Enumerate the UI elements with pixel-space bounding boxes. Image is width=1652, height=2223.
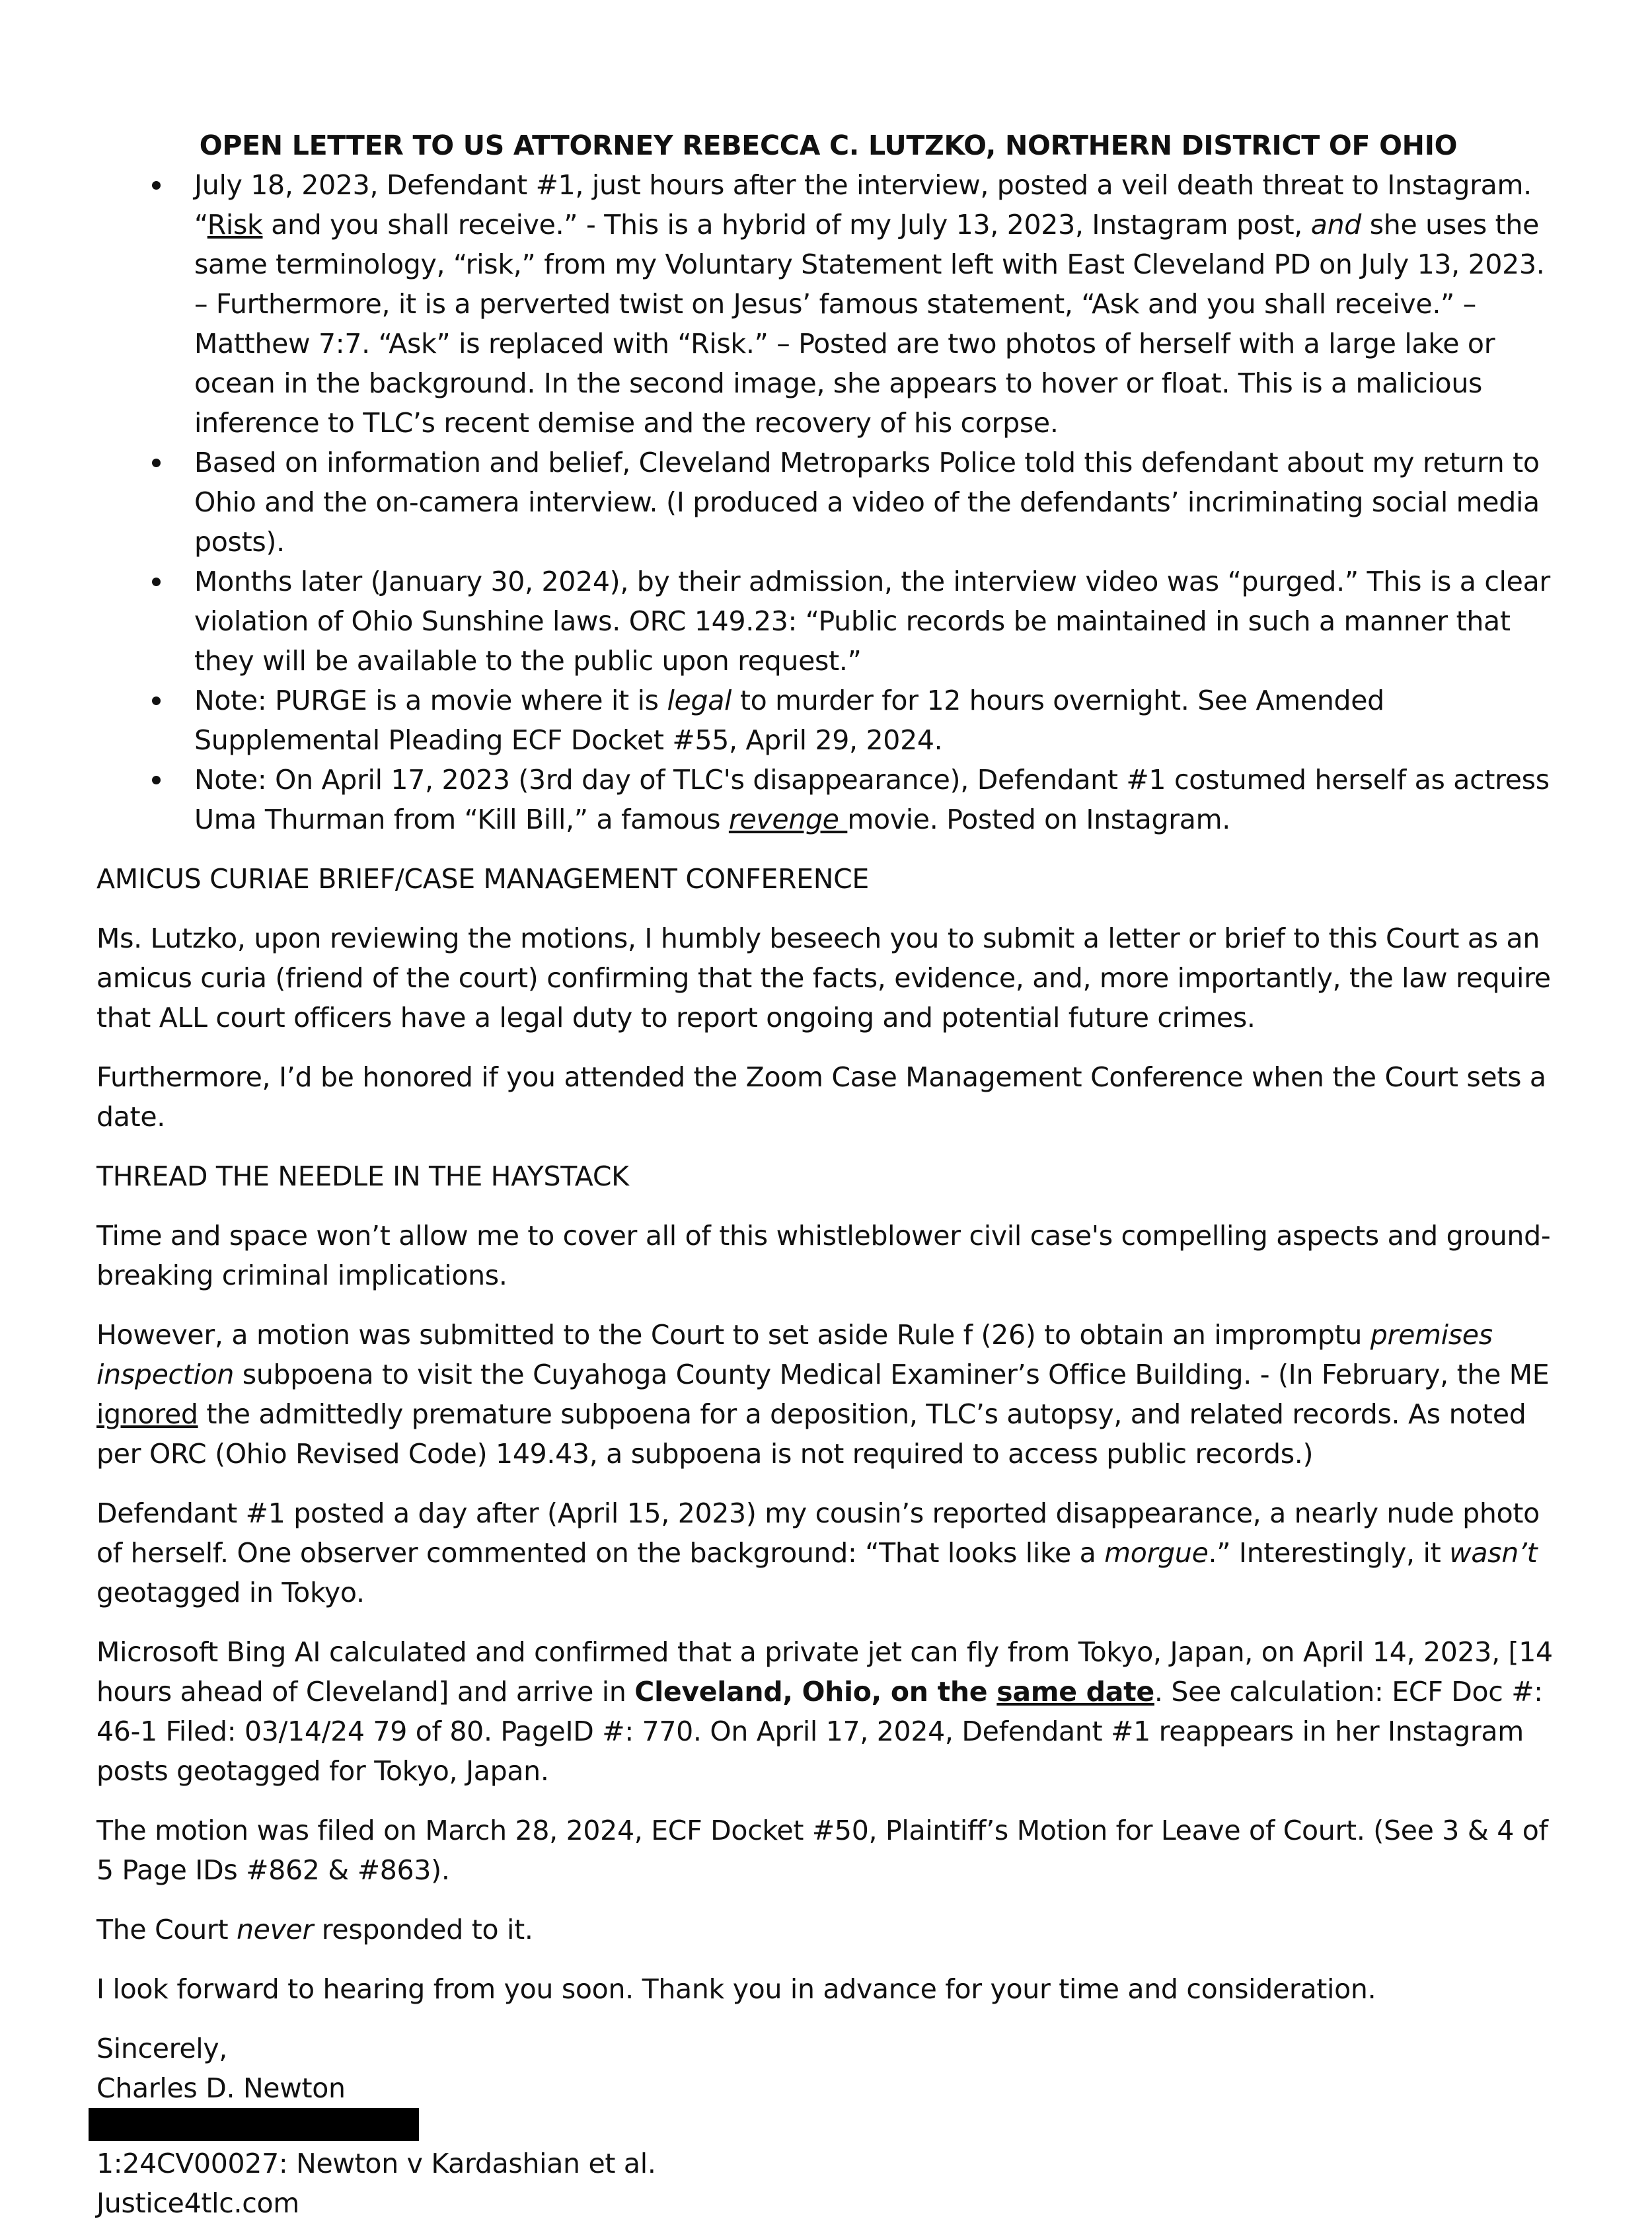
- thread-heading: THREAD THE NEEDLE IN THE HAYSTACK: [96, 1160, 629, 1192]
- bullet-list: [96, 165, 1560, 839]
- time-space-paragraph: Time and space won’t allow me to cover all of this whistleblower civil case's compelling aspects and ground-breaking criminal implications.: [96, 1220, 1551, 1291]
- closing-paragraph: I look forward to hearing from you soon. Thank you in advance for your time and consideration.: [96, 1973, 1376, 2005]
- court-paragraph: The Court never responded to it.: [96, 1914, 533, 1945]
- zoom-paragraph: Furthermore, I’d be honored if you attended the Zoom Case Management Conference when the Court sets a date.: [96, 1061, 1546, 1133]
- signature-block: [96, 2029, 1560, 2223]
- redaction-bar: [89, 2108, 419, 2141]
- bullet-item-kill-bill: Note: On April 17, 2023 (3rd day of TLC's disappearance), Defendant #1 costumed herself as actress Uma Thurman from “Kill Bill,” a famous revenge movie. Posted on Instagram.: [96, 760, 1560, 839]
- letter-title: OPEN LETTER TO US ATTORNEY REBECCA C. LUTZKO, NORTHERN DISTRICT OF OHIO: [199, 130, 1458, 161]
- bing-paragraph: Microsoft Bing AI calculated and confirmed that a private jet can fly from Tokyo, Japan, on April 14, 2023, [14 hours ahead of Cleveland] and arrive in Cleveland, Ohio, on the same date. See calculation: ECF Doc #: 46-1 Filed: 03/14/24 79 of 80. PageID #: 770. On April 17, 2024, Defendant #1 reappears in her Instagram posts geotagged for Tokyo, Japan.: [96, 1636, 1553, 1787]
- defendant-paragraph: Defendant #1 posted a day after (April 15, 2023) my cousin’s reported disappearance, a nearly nude photo of herself. One observer commented on the background: “That looks like a morgue.” Interestingly, it wasn’t geotagged in Tokyo.: [96, 1497, 1540, 1608]
- bullet-icon: [152, 578, 161, 586]
- bullet-icon: [152, 459, 161, 467]
- amicus-paragraph: Ms. Lutzko, upon reviewing the motions, I humbly beseech you to submit a letter or brief to this Court as an amicus curia (friend of the court) confirming that the facts, evidence, and, more importantly, the law require that ALL court officers have a legal duty to report ongoing and potential future crimes.: [96, 923, 1551, 1034]
- bullet-item-instagram-threat: July 18, 2023, Defendant #1, just hours after the interview, posted a veil death threat to Instagram. “Risk and you shall receive.” - This is a hybrid of my July 13, 2023, Instagram post, and she uses the same terminology, “risk,” from my Voluntary Statement left with East Cleveland PD on July 13, 2023. – Furthermore, it is a perverted twist on Jesus’ famous statement, “Ask and you shall receive.” – Matthew 7:7. “Ask” is replaced with “Risk.” – Posted are two photos of herself with a large lake or ocean in the background. In the second image, she appears to hover or float. This is a malicious inference to TLC’s recent demise and the recovery of his corpse.: [96, 165, 1560, 443]
- amicus-heading: AMICUS CURIAE BRIEF/CASE MANAGEMENT CONFERENCE: [96, 863, 870, 895]
- bullet-icon: [152, 776, 161, 784]
- sincerely-text: Sincerely,: [96, 2033, 228, 2064]
- bullet-item-purge-movie: Note: PURGE is a movie where it is legal to murder for 12 hours overnight. See Amended Supplemental Pleading ECF Docket #55, April 29, 2024.: [96, 681, 1560, 760]
- filed-paragraph: The motion was filed on March 28, 2024, ECF Docket #50, Plaintiff’s Motion for Leave of Court. (See 3 & 4 of 5 Page IDs #862 & #863).: [96, 1815, 1548, 1886]
- motion-paragraph: However, a motion was submitted to the Court to set aside Rule f (26) to obtain an impromptu premises inspection subpoena to visit the Cuyahoga County Medical Examiner’s Office Building. - (In February, the ME ignored the admittedly premature subpoena for a deposition, TLC’s autopsy, and related records. As noted per ORC (Ohio Revised Code) 149.43, a subpoena is not required to access public records.): [96, 1319, 1550, 1470]
- letter-page: [96, 126, 1560, 2223]
- website-text: Justice4tlc.com: [96, 2187, 299, 2219]
- bullet-item-purged: Months later (January 30, 2024), by their admission, the interview video was “purged.” This is a clear violation of Ohio Sunshine laws. ORC 149.23: “Public records be maintained in such a manner that they will be available to the public upon request.”: [96, 562, 1560, 681]
- bullet-icon: [152, 697, 161, 705]
- bullet-icon: [152, 181, 161, 190]
- case-number: 1:24CV00027: Newton v Kardashian et al.: [96, 2148, 656, 2179]
- bullet-item-metroparks: Based on information and belief, Cleveland Metroparks Police told this defendant about my return to Ohio and the on-camera interview. (I produced a video of the defendants’ incriminating social media posts).: [96, 443, 1560, 562]
- signer-name: Charles D. Newton: [96, 2072, 346, 2104]
